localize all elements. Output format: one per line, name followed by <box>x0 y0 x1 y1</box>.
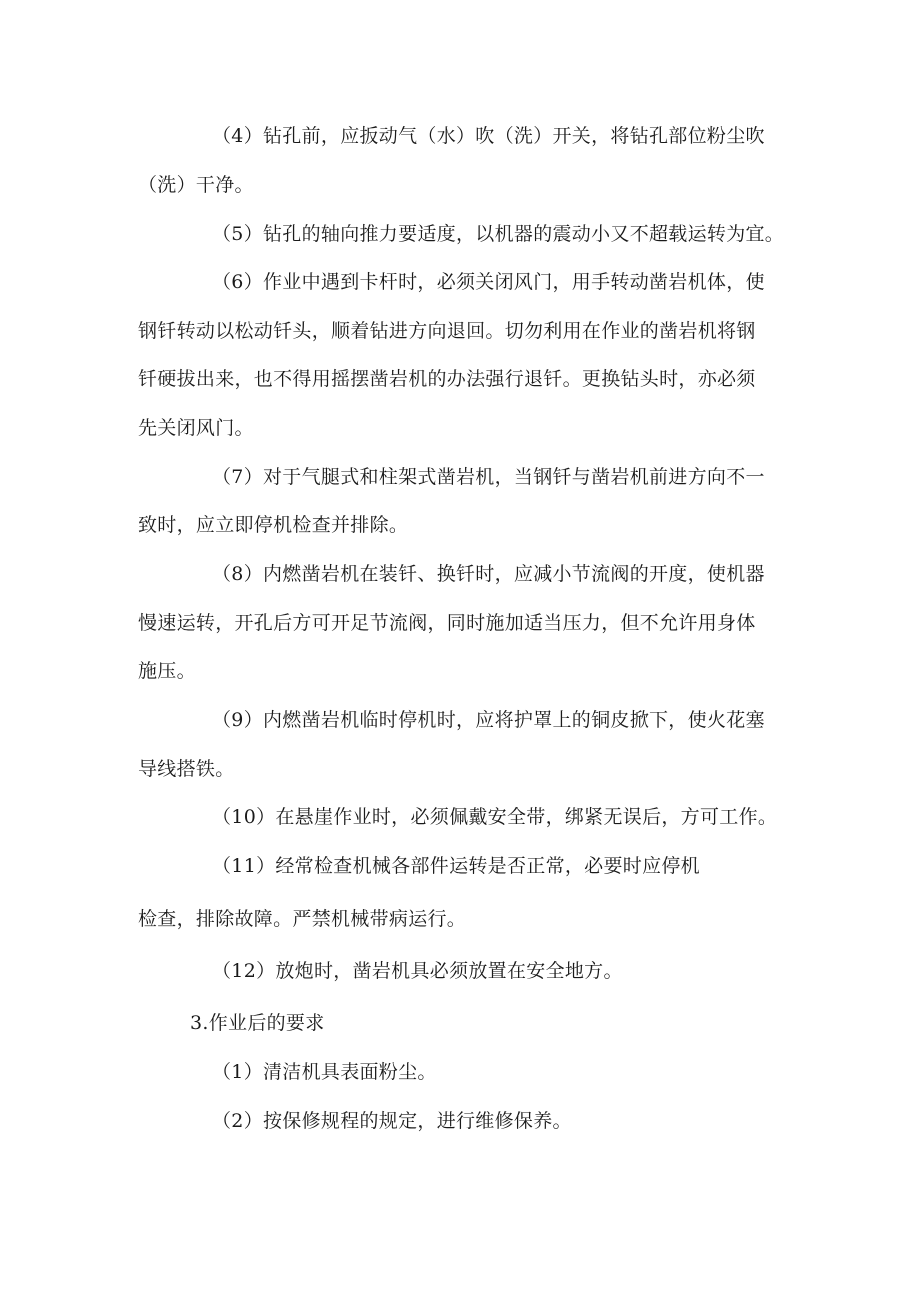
paragraph-11-line-1: （11）经常检查机械各部件运转是否正常，必要时应停机 <box>212 855 700 877</box>
paragraph-6-line-3: 钎硬拔出来，也不得用摇摆凿岩机的办法强行退钎。更换钻头时，亦必须 <box>138 368 756 390</box>
paragraph-8-line-2: 慢速运转，开孔后方可开足节流阀，同时施加适当压力，但不允许用身体 <box>138 612 756 634</box>
after-work-item-1: （1）清洁机具表面粉尘。 <box>212 1061 437 1083</box>
paragraph-12-line-1: （12）放炮时，凿岩机具必须放置在安全地方。 <box>212 960 623 982</box>
after-work-item-2: （2）按保修规程的规定，进行维修保养。 <box>212 1110 572 1132</box>
paragraph-6-line-1: （6）作业中遇到卡杆时，必须关闭风门，用手转动凿岩机体，使 <box>212 271 765 293</box>
paragraph-7-line-1: （7）对于气腿式和柱架式凿岩机，当钢钎与凿岩机前进方向不一 <box>212 466 765 488</box>
paragraph-8-line-1: （8）内燃凿岩机在装钎、换钎时，应减小节流阀的开度，使机器 <box>212 563 765 585</box>
paragraph-6-line-4: 先关闭风门。 <box>138 417 254 439</box>
section-heading: 3.作业后的要求 <box>190 1012 325 1034</box>
paragraph-4-line-1: （4）钻孔前，应扳动气（水）吹（洗）开关，将钻孔部位粉尘吹 <box>212 125 765 147</box>
paragraph-7-line-2: 致时，应立即停机检查并排除。 <box>138 514 409 536</box>
paragraph-8-line-3: 施压。 <box>138 660 196 682</box>
paragraph-11-line-2: 检查，排除故障。严禁机械带病运行。 <box>138 908 467 930</box>
paragraph-4-line-2: （洗）干净。 <box>138 174 254 196</box>
paragraph-10-line-1: （10）在悬崖作业时，必须佩戴安全带，绑紧无误后，方可工作。 <box>212 806 778 828</box>
paragraph-6-line-2: 钢钎转动以松动钎头，顺着钻进方向退回。切勿利用在作业的凿岩机将钢 <box>138 320 756 342</box>
paragraph-9-line-1: （9）内燃凿岩机临时停机时，应将护罩上的铜皮掀下，使火花塞 <box>212 709 765 731</box>
paragraph-5-line-1: （5）钻孔的轴向推力要适度，以机器的震动小又不超载运转为宜。 <box>212 223 785 245</box>
paragraph-9-line-2: 导线搭铁。 <box>138 758 235 780</box>
